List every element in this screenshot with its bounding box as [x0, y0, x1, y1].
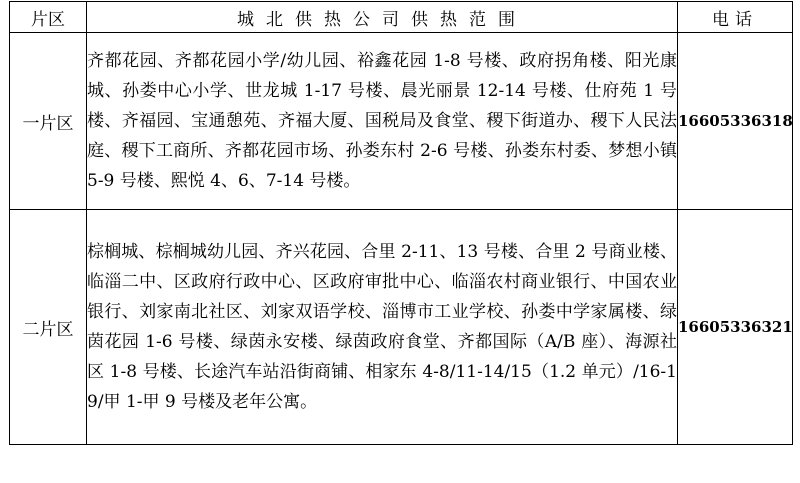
heating-scope-table [9, 1, 793, 445]
phone-cell: 16605336318 [678, 33, 793, 210]
scope-cell: 齐都花园、齐都花园小学/幼儿园、裕鑫花园 1-8 号楼、政府拐角楼、阳光康城、孙娄中心小学、世龙城 1-17 号楼、晨光丽景 12-14 号楼、仕府苑 1 号楼、齐福园、宝通憩苑、齐福大厦、国税局及食堂、稷下街道办、稷下人民法庭、稷下工商所、齐都花园市场、孙娄东村 2-6 号楼、孙娄东村委、梦想小镇 5-9 号楼、熙悦 4、6、7-14 号楼。 [87, 33, 678, 210]
table-row [10, 210, 793, 445]
scope-cell: 棕榈城、棕榈城幼儿园、齐兴花园、合里 2-11、13 号楼、合里 2 号商业楼、临淄二中、区政府行政中心、区政府审批中心、临淄农村商业银行、中国农业银行、刘家南北社区、刘家双语学校、淄博市工业学校、孙娄中学家属楼、绿茵花园 1-6 号楼、绿茵永安楼、绿茵政府食堂、齐都国际（A/B 座）、海源社区 1-8 号楼、长途汽车站沿街商铺、相家东 4-8/11-14/15（1.2 单元）/16-19/甲 1-甲 9 号楼及老年公寓。 [87, 210, 678, 445]
header-zone: 片区 [10, 2, 87, 33]
header-phone: 电话 [678, 2, 793, 33]
table-row [10, 33, 793, 210]
header-scope: 城北供热公司供热范围 [87, 2, 678, 33]
zone-cell: 二片区 [10, 210, 87, 445]
table-header-row [10, 2, 793, 33]
zone-cell: 一片区 [10, 33, 87, 210]
phone-cell: 16605336321 [678, 210, 793, 445]
